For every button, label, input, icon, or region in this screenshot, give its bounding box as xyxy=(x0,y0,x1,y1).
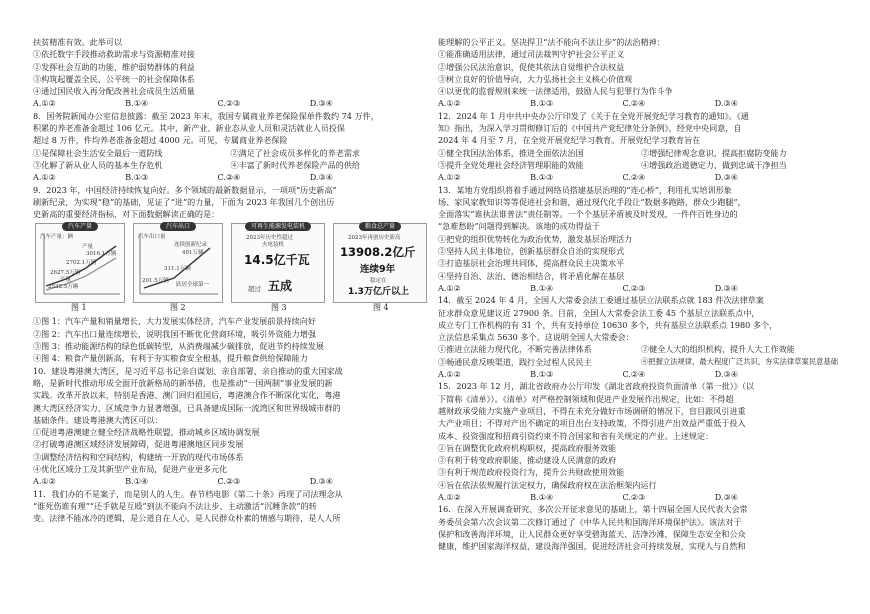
q15-stem: 下简称《清单》）。《清单》对严格控制领域和促进产业发展作出规定，比如：不得超 xyxy=(438,393,734,404)
q11-item: ④以更优的监督规则来统一法律适用，鼓励人民与犯罪行为作斗争 xyxy=(438,86,673,97)
figure-2 xyxy=(133,223,223,303)
q14-stem: 14．截至 2024 年 4 月，全国人大常委会法工委通过基层立法联系点就 183 件次法律草案 xyxy=(438,295,764,306)
q13-stem: 场、家风家教知识等等促进社会和谐，通过现代化手段让“数据多跑路，群众少跑腿”， xyxy=(438,196,746,207)
option-a: A.①② xyxy=(438,369,461,380)
figure-2-label: 连续创新纪录 xyxy=(174,242,208,249)
q7-item: ①依托数字手段推动救助需求与资源精准对接 xyxy=(33,49,195,60)
figure-3-label: 火电装机 xyxy=(262,242,285,249)
option-c: C.②③ xyxy=(622,491,646,502)
q15-stem: 越财政承受能力实施产业项目，不得在未充分做好市场调研的情况下，盲目跟风引进重 xyxy=(438,405,746,416)
q7-item: ②发挥社会互助的功能，维护弱势群体的利益 xyxy=(33,61,195,72)
q12-stem: 知》指出，为深入学习贯彻修订后的《中国共产党纪律处分条例》，经党中央同意，自 xyxy=(438,123,742,134)
q12-item: ①健全我国法治体系，推进全面依法治国 xyxy=(438,147,584,158)
q11-cont: 能理解的公平正义。坚决捍卫“法不能向不法让步”的法治精神： xyxy=(438,37,665,47)
option-a: A.①② xyxy=(33,172,56,183)
q13-options xyxy=(438,282,738,294)
q15-item: ②有利于转变政府职能，推动建设人民满意的政府 xyxy=(438,455,617,466)
q10-item: ③调整经济结构和空间结构，构建统一开放的现代市场体系 xyxy=(33,451,244,462)
q9-stem: 9．2023 年，中国经济持续恢复向好。多个领域的最新数据显示，一项项“历史新高” xyxy=(33,184,337,195)
option-a: A.①② xyxy=(438,491,461,502)
figure-2-label: 491万辆 xyxy=(182,250,204,257)
q9-item: ③图 3：推动能源结构的绿色低碳转型，从消费端减少碳排放，促进节约持续发展 xyxy=(33,341,325,352)
q14-item: ③畅通民意反映渠道，践行全过程人民民主 xyxy=(438,356,592,367)
figure-4-caption: 图 4 xyxy=(373,303,389,313)
q14-stem: 成立专门工作机构的有 31 个，共有支持单位 10630 多个，共有基层立法联系点 1980 多个， xyxy=(438,319,778,330)
figure-1 xyxy=(35,223,125,303)
figure-2-label: 跃居全球第一 xyxy=(176,282,210,289)
option-d: D.③④ xyxy=(714,491,738,502)
intro-line: 扶贫精准有效。此举可以 xyxy=(33,37,123,47)
q15-stem: 成本、投资强度和招商引资约束不符合国家和省有关规定的产业。上述规定： xyxy=(438,430,714,441)
q9-stem: 刷新纪录，为实现“稳”的基础，见证了“进”的力量，下面为 2023 年我国几个创出历 xyxy=(33,196,335,207)
q10-stem: 澳大湾区经济实力、区域竞争力显著增强，已具备建成国际一流湾区和世界级城市群的 xyxy=(33,402,341,413)
q15-options xyxy=(438,491,738,503)
q15-item: ④旨在依法依规履行法定权力，确保政府权在法治框架内运行 xyxy=(438,479,657,490)
option-d: D.③④ xyxy=(714,98,738,109)
figure-1-label: 3016.1万辆 xyxy=(86,251,117,258)
figure-4-value: 连续9年 xyxy=(360,264,396,276)
q7-item: ③构筑起覆盖全民、公平统一的社会保障体系 xyxy=(33,73,195,84)
q8-item: ④丰富了新时代养老保险产品的供给 xyxy=(230,159,361,170)
option-b: B.①③ xyxy=(530,98,554,109)
q12-stem: 12．2024 年 1 月中共中央办公厅印发了《关于在全党开展党纪学习教育的通知》。《通 xyxy=(438,110,749,121)
option-b: B.①④ xyxy=(530,491,554,502)
q10-stem: 略，是新时代推动形成全面开放新格局的新举措，也是推动“一国两制”事业发展的新 xyxy=(33,377,333,388)
figure-3-header: 可再生能源发电装机 xyxy=(245,222,311,231)
q14-item: ②健全人大的组织机构，提升人大工作效能 xyxy=(641,344,795,355)
figure-1-label: 2627.5万辆 xyxy=(50,270,81,277)
q8-options xyxy=(33,171,333,183)
q14-options xyxy=(438,368,738,380)
q9-item: ④图 4：粮食产量创新高，有利于夯实粮食安全根基，提升粮食供给保障能力 xyxy=(33,353,308,364)
option-b: B.①③ xyxy=(530,172,554,183)
option-d: D.③④ xyxy=(309,476,333,487)
q11-item: ②增强公民法治意识，促使其依法自觉维护合法权益 xyxy=(438,61,625,72)
q9-item: ①图 1：汽车产量和销量增长，大力发展实体经济，汽车产业发展前景持续向好 xyxy=(33,316,316,327)
option-c: C.②④ xyxy=(217,172,241,183)
q10-stem: 10．建设粤港澳大湾区，是习近平总书记亲自谋划、亲自部署、亲自推动的重大国家战 xyxy=(33,365,343,376)
q16-stem: 务委员会第六次会议第二次修订通过了《中华人民共和国海洋环境保护法》。该法对于 xyxy=(438,516,742,527)
figure-2-label: 201.5万辆 xyxy=(142,278,169,285)
q8-stem: 超过 8 万件，件均养老准备金超过 4000 元。可见，专属商业养老保险 xyxy=(33,135,288,146)
option-c: C.②④ xyxy=(622,98,646,109)
q12-item: ④增强政治道德定力，做到忠诚干净担当 xyxy=(641,159,787,170)
figure-4-value: 1.3万亿斤以上 xyxy=(348,287,409,298)
figure-2-header: 汽车出口 xyxy=(160,222,196,231)
q10-item: ①促进粤港澳建立健全经济战略性联盟，推动城乡区域协调发展 xyxy=(33,427,260,438)
q8-item: ②满足了社会成员多样化的养老需求 xyxy=(230,147,361,158)
q13-stem: “急难愁盼”问题得到解决。该地的成功得益于 xyxy=(438,221,601,232)
figure-3-label: 超过 xyxy=(248,285,261,294)
q8-item: ①是保障社会生活安全最后一道防线 xyxy=(33,147,163,158)
q10-item: ④优化区域分工及其新型产业布局，促进产业更多元化 xyxy=(33,464,228,475)
option-c: C.②③ xyxy=(217,476,241,487)
figure-3-value: 五成 xyxy=(268,279,293,294)
q11-options xyxy=(438,97,738,109)
q12-item: ③提升全党处理社会经济管理职能的效能 xyxy=(438,159,584,170)
q12-items xyxy=(438,147,844,172)
q15-item: ①旨在调整优化政府机构职权，提高政府服务效能 xyxy=(438,442,617,453)
q12-item: ②增强纪律观念意识，提高拒腐防变能力 xyxy=(641,147,787,158)
q16-stem: 健康，维护国家海洋权益，建设海洋强国，促进经济社会可持续发展，实现人与自然和 xyxy=(438,541,746,552)
figure-2-caption: 图 2 xyxy=(170,303,186,313)
option-a: A.①② xyxy=(438,98,461,109)
option-c: C.②③ xyxy=(622,282,646,293)
q15-item: ③有利于规范政府投资行为，提升公共财政使用效能 xyxy=(438,467,625,478)
q11-stem: 11．我们办的不是案子，而是别人的人生。春节档电影《第二十条》再现了司法理念从 xyxy=(33,488,343,499)
figure-3-label: 2023年历史性超过 xyxy=(246,235,293,242)
q8-stem: 积累的养老准备金超过 106 亿元。其中，新产业、新业态从业人员和灵活就业人员投保 xyxy=(33,123,345,134)
option-b: B.①④ xyxy=(530,282,554,293)
option-d: D.③④ xyxy=(714,282,738,293)
q14-item: ①推进立法能力现代化，不断完善法律体系 xyxy=(438,344,592,355)
q12-stem: 2024 年 4 月至 7 月，在全党开展党纪学习教育。开展党纪学习教育旨在 xyxy=(438,135,701,146)
figure-4-header: 粮食总产量 xyxy=(359,222,401,231)
left-column xyxy=(33,36,428,525)
figure-4 xyxy=(333,223,427,303)
figure-4-label: 稳定在 xyxy=(370,278,387,285)
q12-options xyxy=(438,171,738,183)
q15-stem: 15．2023 年 12 月，湖北省政府办公厅印发《湖北省政府投资负面清单（第一批）》（以 xyxy=(438,381,755,392)
option-a: A.①② xyxy=(33,98,56,109)
figure-1-caption: 图 1 xyxy=(71,303,87,313)
q13-stem: 全面落实“谁执法谁普法”责任制等。一个个基层矛盾被及时发现，一件件百姓身边的 xyxy=(438,209,738,220)
q10-item: ②打破粤港澳区域经济发展障碍，促进粤港澳地区同步发展 xyxy=(33,439,244,450)
option-d: D.③④ xyxy=(714,369,738,380)
q7-item: ④通过国民收入再分配改善社会成员生活质量 xyxy=(33,86,195,97)
figure-1-header: 汽车产量 xyxy=(62,222,98,231)
option-b: B.①④ xyxy=(125,476,149,487)
option-c: C.②④ xyxy=(622,369,646,380)
figure-1-label: 汽车产量：辆 xyxy=(40,234,74,241)
option-c: C.②③ xyxy=(217,98,241,109)
figure-3-caption: 图 3 xyxy=(271,303,287,313)
option-b: B.①③ xyxy=(125,172,149,183)
q11-item: ①能准确适用法律，通过司法裁判守护社会公平正义 xyxy=(438,49,625,60)
figure-1-label: 产量 xyxy=(60,277,72,284)
q10-options xyxy=(33,475,333,487)
q13-stem: 13．某地方党组织将着手通过网络员搭建基层治理的“连心桥”，利用扎实培训形象 xyxy=(438,184,732,195)
figure-3 xyxy=(231,223,325,303)
option-a: A.①② xyxy=(33,476,56,487)
q13-item: ②坚持人民主体地位，创新基层群众自治的实现形式 xyxy=(438,246,625,257)
q11-item: ③树立良好的价值导向，大力弘扬社会主义核心价值观 xyxy=(438,73,633,84)
option-b: B.①④ xyxy=(125,98,149,109)
option-d: D.③④ xyxy=(714,172,738,183)
q9-item: ②图 2：汽车出口量连续增长，说明我国不断优化营商环境，吸引外资能力增强 xyxy=(33,328,316,339)
figure-1-label: 2532.5万辆 xyxy=(48,284,79,291)
q11-stem: 变。法律不能冰冷的逻辑，是公道自在人心，是人民群众朴素的情感与期待，是人人所 xyxy=(33,513,341,524)
figure-1-label: 2702.1万辆 xyxy=(66,260,97,267)
right-column xyxy=(438,36,844,552)
figure-4-value: 13908.2亿斤 xyxy=(340,245,416,260)
q13-item: ①把党的组织优势转化为政治优势，激发基层治理活力 xyxy=(438,233,633,244)
figure-2-label: 311.1万辆 xyxy=(164,266,191,273)
figure-3-value: 14.5亿千瓦 xyxy=(244,253,310,268)
q14-stem: 立法信息采集点 5630 多个。这说明全国人大常委会： xyxy=(438,332,634,343)
q9-figures xyxy=(33,223,428,313)
q8-stem: 8．国务院新闻办公室信息披露：截至 2023 年末，我国专属商业养老保险保单件数约 74 万件， xyxy=(33,110,379,121)
option-b: B.①③ xyxy=(530,369,554,380)
q13-item: ③打造基层社会治理共同体，提高群众民主决策水平 xyxy=(438,258,625,269)
q16-stem: 16．在深入开展调查研究、多次公开征求意见的基础上，第十四届全国人民代表大会常 xyxy=(438,504,748,515)
option-a: A.①② xyxy=(438,172,461,183)
q10-stem: 基础条件。建设粤港澳大湾区可以： xyxy=(33,414,163,425)
q14-items xyxy=(438,343,844,368)
q10-stem: 实践。改革开放以来，特别是香港、澳门回归祖国后，粤港澳合作不断深化实化，粤港 xyxy=(33,390,341,401)
q7-options xyxy=(33,97,333,109)
option-a: A.①② xyxy=(438,282,461,293)
q8-item: ③化解了新从业人员的基本生存危机 xyxy=(33,159,163,170)
q11-stem: “谁死伤谁有理”“还手就是互殴”到法不能向不法让步、主动激活“沉睡条款”的转 xyxy=(33,500,317,511)
q14-stem: 征求群众意见建议近 27900 条。目前，全国人大常委会法工委 45 个基层立法联系点中， xyxy=(438,307,760,318)
q14-item: ④把握立法规律，最大程度广泛共识，夯实法律草案民意基础 xyxy=(641,356,839,366)
q16-stem: 保护和改善海洋环境，让人民群众更好享受碧海蓝天、洁净沙滩，保障生态安全和公众 xyxy=(438,528,746,539)
figure-1-label: 产量 xyxy=(82,244,94,251)
q9-stem: 史新高的重要经济指标，对下面数据解读正确的是： xyxy=(33,209,220,220)
q13-item: ④坚持自治、法治、德治相结合，将矛盾化解在基层 xyxy=(438,270,625,281)
figure-4-label: 2023年再创历史新高 xyxy=(348,235,401,242)
q8-items xyxy=(33,147,428,172)
q15-stem: 大产业项目；不得对产出不确定的项目出台支持政策，不得引进产出效益严重低于投入 xyxy=(438,418,746,429)
option-d: D.③④ xyxy=(309,98,333,109)
figure-2-label: 汽车出口量 xyxy=(138,234,166,241)
option-d: D.③④ xyxy=(309,172,333,183)
option-c: C.②④ xyxy=(622,172,646,183)
